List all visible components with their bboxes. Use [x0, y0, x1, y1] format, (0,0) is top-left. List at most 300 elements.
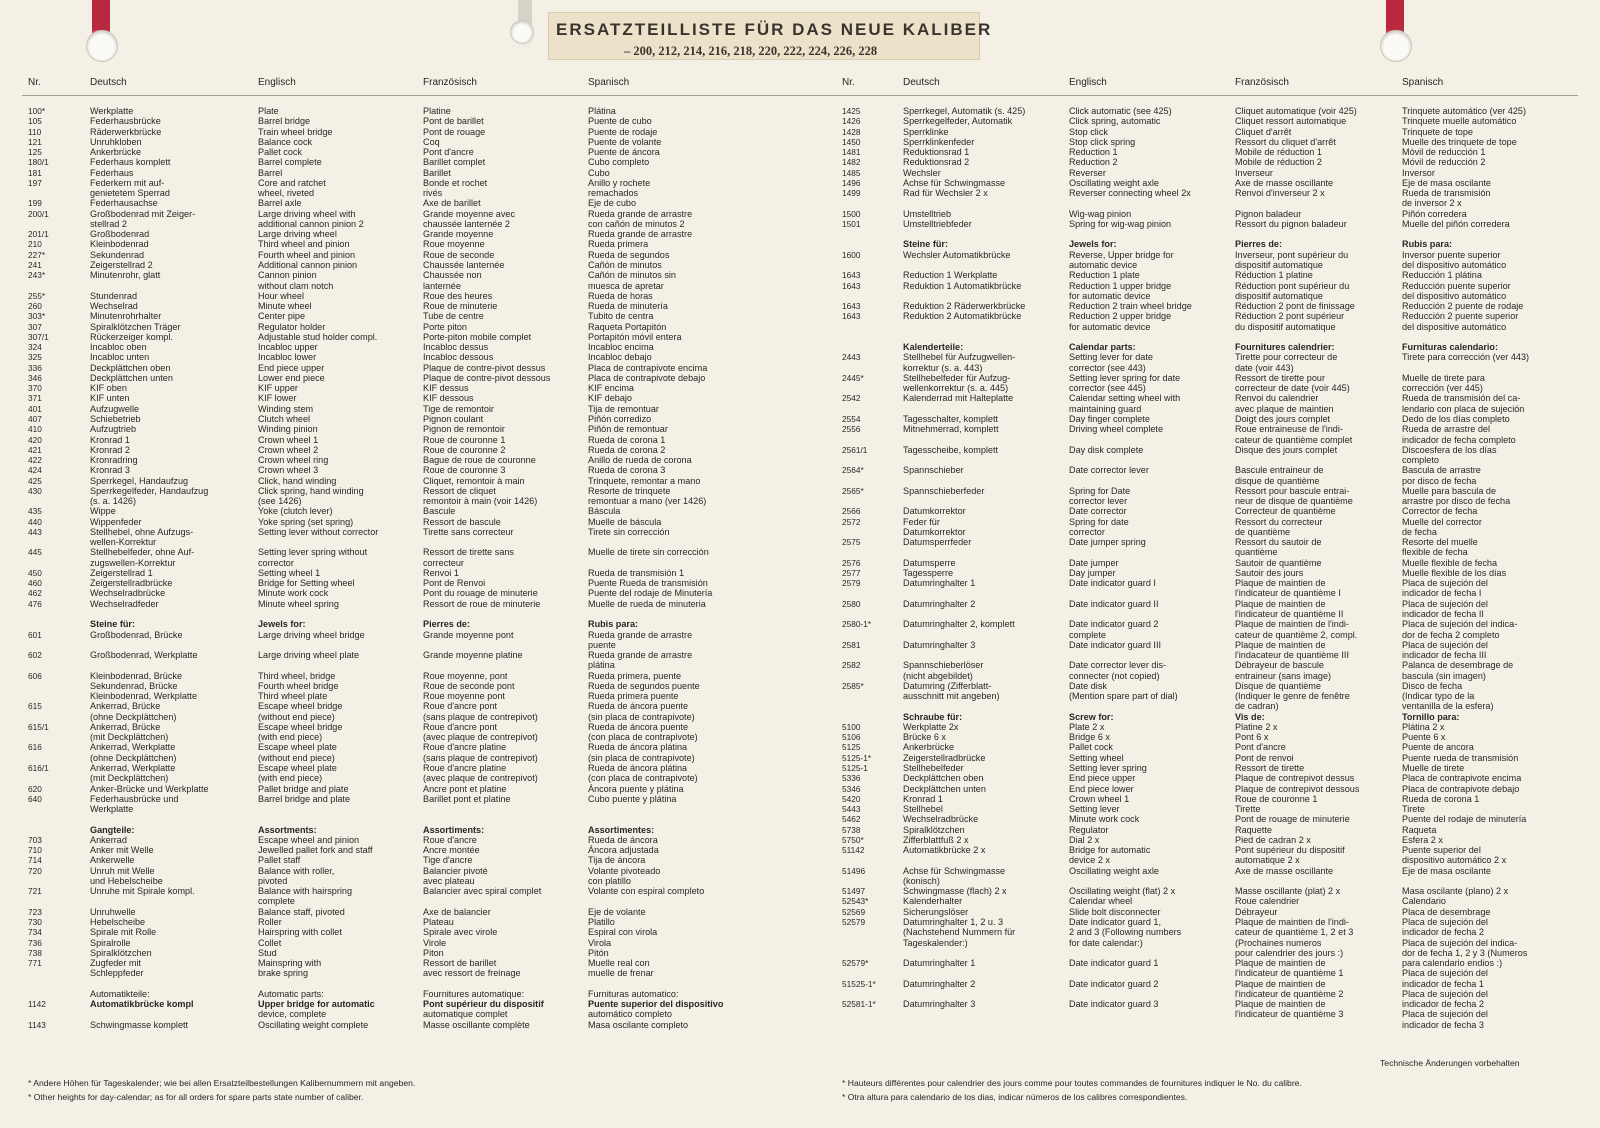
right-en-cell	[1069, 701, 1231, 711]
right-fr-cell: correcteur de date (voir 445)	[1235, 383, 1350, 394]
left-en-cell: pivoted	[258, 875, 288, 886]
left-nr-cell	[28, 753, 86, 763]
left-section-heading: Assortiments:	[423, 824, 485, 835]
right-en-cell: (Mention spare part of dial)	[1069, 691, 1178, 702]
right-section-heading: Tornillo para:	[1402, 711, 1460, 722]
right-de-cell: ausschnitt mit angeben)	[903, 691, 1000, 702]
left-fr-cell	[423, 804, 584, 814]
left-de-cell	[90, 979, 254, 989]
left-nr-cell: 602	[28, 650, 42, 661]
right-es-cell: Trinquete muelle automático	[1402, 116, 1517, 127]
right-de-cell	[903, 1009, 1065, 1019]
right-de-cell: Schwingmasse (flach) 2 x	[903, 886, 1007, 897]
technical-changes-note: Technische Änderungen vorbehalten	[1380, 1058, 1520, 1068]
left-es-cell: con cañón de minutos 2	[588, 218, 685, 229]
left-nr-cell: 616	[28, 742, 42, 753]
left-en-cell: KIF upper	[258, 383, 298, 394]
right-de-cell: Reduktion 2 Automatikbrücke	[903, 311, 1022, 322]
left-es-cell: Rueda de corona 3	[588, 465, 666, 476]
left-en-cell: Center pipe	[258, 311, 306, 322]
left-es-cell: (con placa de contrapivote)	[588, 773, 698, 784]
left-nr-cell	[28, 732, 86, 742]
left-en-cell: Minute work cock	[258, 588, 329, 599]
left-es-cell: Incabloc encima	[588, 342, 654, 353]
left-es-cell: Rueda de áncora plátina	[588, 763, 688, 773]
left-es-cell: Rueda primera puente	[588, 691, 679, 702]
right-en-cell	[1069, 876, 1231, 886]
right-en-cell: corrector lever	[1069, 496, 1128, 507]
right-de-cell: Reduktionsrad 1	[903, 147, 970, 158]
right-fr-cell: quantième	[1235, 547, 1278, 558]
left-nr-cell: 100*	[28, 106, 46, 116]
left-en-cell: Incabloc lower	[258, 352, 317, 363]
right-en-cell: Stop click spring	[1069, 136, 1136, 147]
left-nr-cell: 105	[28, 116, 42, 127]
left-fr-cell: Roue d'ancre platine	[423, 742, 507, 753]
left-en-cell: Barrel axle	[258, 198, 302, 209]
right-de-cell: Ankerbrücke	[903, 742, 955, 753]
left-section-heading: Rubis para:	[588, 619, 639, 630]
left-nr-cell: 616/1	[28, 763, 49, 773]
left-de-cell: Federhaus	[90, 167, 134, 178]
left-en-cell: Crown wheel 2	[258, 444, 319, 455]
right-de-cell: Tageskalender:)	[903, 937, 968, 948]
left-en-cell: Escape wheel bridge	[258, 701, 343, 712]
right-nr-cell: 1485	[842, 167, 861, 178]
right-en-cell: Stop click	[1069, 126, 1108, 137]
right-nr-cell: 1426	[842, 116, 861, 127]
right-en-cell: Minute work cock	[1069, 814, 1140, 825]
left-fr-cell: Tirette sans correcteur	[423, 526, 514, 537]
right-fr-cell: disque de quantième	[1235, 475, 1320, 486]
left-fr-cell: Ressort de roue de minuterie	[423, 598, 541, 609]
right-fr-cell: Renvoi d'inverseur 2 x	[1235, 188, 1325, 199]
left-nr-cell: 730	[28, 916, 42, 927]
left-en-cell: KIF lower	[258, 393, 297, 404]
right-en-cell	[1069, 476, 1231, 486]
header-nr-left: Nr.	[28, 77, 41, 88]
left-de-cell: Kronradring	[90, 455, 138, 466]
right-fr-cell: Ressort pour bascule entrai-	[1235, 485, 1350, 496]
right-nr-cell: 1499	[842, 188, 861, 199]
right-fr-cell: Réduction 2 pont supérieur	[1235, 311, 1345, 322]
right-en-cell: Date corrector	[1069, 506, 1127, 517]
left-nr-cell: 421	[28, 444, 42, 455]
right-nr-cell	[842, 383, 900, 393]
right-fr-cell: Débrayeur	[1235, 906, 1278, 917]
right-es-cell: Placa de sujeción del	[1402, 916, 1488, 927]
right-en-cell: 2 and 3 (Following numbers	[1069, 927, 1182, 938]
left-en-cell: Winding stem	[258, 403, 314, 414]
right-es-cell: Tirete para corrección (ver 443)	[1402, 352, 1530, 363]
right-fr-cell: Mobile de réduction 1	[1235, 147, 1322, 158]
left-nr-cell: 197	[28, 177, 42, 188]
right-en-cell: complete	[1069, 629, 1106, 640]
left-es-cell: Puente de volante	[588, 136, 662, 147]
right-fr-cell: Raquette	[1235, 824, 1272, 835]
right-fr-cell: Plaque de maintien de l'indi-	[1235, 619, 1349, 630]
left-es-cell: Incabloc debajo	[588, 352, 652, 363]
left-es-cell: Puente Rueda de transmisión	[588, 578, 708, 589]
left-nr-cell	[28, 681, 86, 691]
left-en-cell: Minute wheel spring	[258, 598, 339, 609]
left-de-cell: Spiralrolle	[90, 937, 131, 948]
left-de-cell: Spiralklötzchen Träger	[90, 321, 181, 332]
right-fr-cell: Masse oscillante (plat) 2 x	[1235, 886, 1341, 897]
left-section-heading: Assortments:	[258, 824, 317, 835]
right-de-cell: Datumsperre	[903, 557, 956, 568]
left-de-cell: Aufzugtrieb	[90, 424, 137, 435]
right-nr-cell: 1643	[842, 311, 861, 322]
left-fr-cell: Bonde et rochet	[423, 177, 488, 188]
left-de-cell: Incabloc oben	[90, 342, 147, 353]
left-de-cell: Schleppfeder	[90, 968, 144, 979]
left-es-cell: Tija de remontuar	[588, 403, 659, 414]
right-section-heading: Screw for:	[1069, 711, 1114, 722]
left-de-cell: Hebelscheibe	[90, 916, 146, 927]
left-es-cell: puente	[588, 639, 616, 650]
right-de-cell: Zifferblattfuß 2 x	[903, 834, 969, 845]
right-es-cell: Placa de contrapivote debajo	[1402, 783, 1520, 794]
right-fr-cell: Roue calendrier	[1235, 896, 1300, 907]
right-es-cell: indicador de fecha I	[1402, 588, 1482, 599]
right-en-cell: End piece lower	[1069, 783, 1134, 794]
right-nr-cell	[842, 671, 900, 681]
left-fr-cell: Chaussée non	[423, 270, 482, 281]
right-es-cell: Inversor	[1402, 167, 1435, 178]
right-fr-cell: Ressort du sautoir de	[1235, 537, 1322, 548]
right-de-cell: Zeigerstellradbrücke	[903, 752, 986, 763]
right-en-cell: Crown wheel 1	[1069, 793, 1130, 804]
right-es-cell: indicador de fecha 2	[1402, 927, 1484, 938]
right-section-heading: Calendar parts:	[1069, 342, 1136, 353]
left-de-cell: Wippe	[90, 506, 116, 517]
left-section-heading: Steine für:	[90, 619, 135, 630]
right-nr-cell: 5750*	[842, 834, 864, 845]
right-nr-cell: 1428	[842, 126, 861, 137]
right-nr-cell: 52579	[842, 916, 866, 927]
right-nr-cell	[842, 1009, 900, 1019]
left-fr-cell: Grande moyenne platine	[423, 650, 523, 661]
left-nr-cell: 324	[28, 342, 42, 353]
left-de-cell: Zugfeder mit	[90, 958, 142, 969]
left-es-cell: Puente de cubo	[588, 116, 652, 127]
right-de-cell	[903, 332, 1065, 342]
left-en-cell: Escape wheel plate	[258, 742, 337, 753]
left-fr-cell: Porte piton	[423, 321, 467, 332]
right-en-cell: Spring for Date	[1069, 485, 1131, 496]
left-nr-cell	[28, 876, 86, 886]
right-es-cell: Muelle flexible de fecha	[1402, 557, 1498, 568]
left-nr-cell: 303*	[28, 311, 46, 322]
left-de-cell: Deckplättchen unten	[90, 372, 173, 383]
right-es-cell: Tirete	[1402, 804, 1425, 815]
left-fr-cell: Barillet complet	[423, 157, 486, 168]
right-de-cell	[903, 455, 1065, 465]
right-nr-cell: 1500	[842, 208, 861, 219]
right-en-cell: Setting lever spring	[1069, 763, 1147, 773]
left-es-cell: Muelle de báscula	[588, 516, 662, 527]
right-fr-cell: Plaque de maintien de	[1235, 578, 1326, 589]
left-es-cell: Platillo	[588, 916, 615, 927]
right-es-cell: del dispositive automático	[1402, 321, 1507, 332]
right-fr-cell: l'indicateur de quantième II	[1235, 609, 1344, 620]
right-de-cell: Stellhebel für Aufzugwellen-	[903, 352, 1016, 363]
left-fr-cell: Balancier avec spiral complet	[423, 886, 542, 897]
left-en-cell: Escape wheel bridge	[258, 721, 343, 732]
right-de-cell	[903, 435, 1065, 445]
right-de-cell: Feder für	[903, 516, 940, 527]
left-nr-cell	[28, 712, 86, 722]
right-es-cell: Placa de sujeción del indica-	[1402, 619, 1518, 630]
left-de-cell: (ohne Deckplättchen)	[90, 752, 177, 763]
left-de-cell: Schiebetrieb	[90, 413, 141, 424]
left-en-cell: corrector	[258, 557, 294, 568]
right-nr-cell	[842, 948, 900, 958]
left-fr-cell: Barillet pont et platine	[423, 793, 511, 804]
right-en-cell: Oscillating weight axle	[1069, 865, 1159, 876]
left-es-cell: con platillo	[588, 875, 631, 886]
left-nr-cell: 435	[28, 506, 42, 517]
left-es-cell: KIF debajo	[588, 393, 632, 404]
right-fr-cell: Ressort du correcteur	[1235, 516, 1323, 527]
header-nr-right: Nr.	[842, 77, 855, 88]
left-de-cell: (mit Deckplättchen)	[90, 773, 169, 784]
left-fr-cell: Roue de couronne 3	[423, 465, 506, 476]
right-en-cell	[1069, 948, 1231, 958]
left-fr-cell: Grande moyenne pont	[423, 629, 514, 640]
left-de-cell: Kleinbodenrad, Brücke	[90, 670, 183, 681]
left-en-cell: End piece upper	[258, 362, 325, 373]
right-de-cell: Kalenderrad mit Haltеplatte	[903, 393, 1014, 404]
right-spanisch-column	[1402, 106, 1578, 1030]
right-section-heading: Furnituras calendario:	[1402, 342, 1499, 353]
left-nr-cell: 615	[28, 701, 42, 712]
right-nr-cell: 2582	[842, 660, 861, 671]
right-en-cell: connecter (not copied)	[1069, 670, 1160, 681]
left-en-cell: Minute wheel	[258, 301, 312, 312]
right-nr-cell: 5100	[842, 721, 861, 732]
punch-hole-right	[1380, 30, 1412, 62]
left-de-cell: Ankerbrücke	[90, 147, 142, 158]
left-fr-cell: (sans plaque de contrepivot)	[423, 752, 538, 763]
left-section-heading: Assortimentes:	[588, 824, 655, 835]
right-fr-cell: Réduction 1 platine	[1235, 270, 1313, 281]
left-fr-cell: Ressort de cliquet	[423, 485, 496, 496]
right-de-cell: Spannschieberlöser	[903, 660, 984, 671]
left-en-cell: (with end piece)	[258, 773, 323, 784]
right-nr-cell	[842, 989, 900, 999]
right-fr-cell: de quantième	[1235, 526, 1291, 537]
left-fr-cell: KIF dessous	[423, 393, 474, 404]
left-en-cell: Third wheel, bridge	[258, 670, 336, 681]
right-es-cell: para calendario endios :)	[1402, 958, 1503, 969]
right-es-cell: Trinquete automático (ver 425)	[1402, 106, 1527, 116]
right-en-cell	[1069, 968, 1231, 978]
right-de-cell	[903, 609, 1065, 619]
left-de-cell: Kronrad 1	[90, 434, 130, 445]
left-fr-cell: Spirale avec virole	[423, 927, 498, 938]
left-section-heading: Automatikbrücke kompl	[90, 999, 194, 1010]
left-nr-cell	[28, 825, 86, 835]
right-de-cell: Reduktion 2 Räderwerkbrücke	[903, 301, 1026, 312]
right-fr-cell: Plaque de contrepivot dessus	[1235, 773, 1355, 784]
right-nr-cell	[842, 198, 900, 208]
left-de-cell: Sperrkegel, Handaufzug	[90, 475, 189, 486]
left-en-cell: Core and ratchet	[258, 177, 326, 188]
left-de-cell: Ankerrad	[90, 834, 127, 845]
right-de-cell: Wechsler	[903, 167, 941, 178]
right-fr-cell: Plaque de maintien de	[1235, 999, 1326, 1010]
left-en-cell: complete	[258, 896, 295, 907]
left-en-cell: wheel, riveted	[258, 188, 315, 199]
right-es-cell: Calendario	[1402, 896, 1446, 907]
right-fr-cell: cateur de quantième 2, compl.	[1235, 629, 1358, 640]
left-nr-cell	[28, 219, 86, 229]
right-en-cell: Date indicator guard III	[1069, 639, 1161, 650]
left-es-cell: Muelle real con	[588, 958, 650, 969]
right-es-cell: indicador de fecha 3	[1402, 1019, 1484, 1030]
left-nr-cell: 1143	[28, 1019, 46, 1030]
right-de-cell: Stellhebelfeder für Aufzug-	[903, 372, 1011, 383]
left-nr-cell: 445	[28, 547, 42, 558]
left-nr-cell: 422	[28, 455, 42, 466]
left-en-cell: Bridge for Setting wheel	[258, 578, 355, 589]
right-en-cell: device 2 x	[1069, 855, 1110, 866]
right-fr-cell: entraineur (sans image)	[1235, 670, 1332, 681]
right-es-cell: Muelle des trinquete de tope	[1402, 136, 1517, 147]
right-en-cell: Setting lever for date	[1069, 352, 1153, 363]
left-es-cell: Rueda de segundos	[588, 249, 670, 260]
left-en-cell: Large driving wheel plate	[258, 650, 360, 661]
left-es-cell: Masa oscilante completo	[588, 1019, 689, 1030]
right-es-cell: Inversor puente superior	[1402, 249, 1501, 260]
left-es-cell	[588, 558, 828, 568]
left-de-cell: Kleinbodenrad, Werkplatte	[90, 691, 198, 702]
right-de-cell	[903, 948, 1065, 958]
right-nr-cell: 52581-1*	[842, 999, 876, 1010]
right-nr-cell: 2554	[842, 413, 861, 424]
left-en-cell: Hour wheel	[258, 290, 304, 301]
right-fr-cell: Ressort de tirette	[1235, 763, 1305, 773]
left-de-cell: Kronrad 3	[90, 465, 130, 476]
left-en-cell: Large driving wheel with	[258, 208, 356, 219]
right-en-cell: Date jumper spring	[1069, 537, 1146, 548]
left-de-cell: Räderwerkbrücke	[90, 126, 162, 137]
right-es-cell: Placa de contrapivote encima	[1402, 773, 1522, 784]
left-fr-cell: Ressort de tirette sans	[423, 547, 514, 558]
right-en-cell	[1069, 332, 1231, 342]
right-nr-cell: 1501	[842, 218, 861, 229]
right-fr-cell: Pont supérieur du dispositif	[1235, 845, 1345, 856]
header-spanisch-left: Spanisch	[588, 77, 630, 88]
left-de-cell: stellrad 2	[90, 218, 127, 229]
right-nr-cell	[842, 496, 900, 506]
right-nr-cell	[842, 968, 900, 978]
left-en-cell: Yoke spring (set spring)	[258, 516, 354, 527]
right-en-cell: Reduction 2 upper bridge	[1069, 311, 1172, 322]
left-es-cell	[588, 804, 828, 814]
left-es-cell: Rueda de minutería	[588, 301, 668, 312]
right-es-cell: de fecha	[1402, 526, 1437, 537]
footnote-german: * Andere Höhen für Tageskalender; wie bei allen Ersatzteilbestellungen Kalibernummern mit angeben.	[28, 1078, 416, 1088]
left-es-cell: Placa de contrapivote encima	[588, 362, 708, 373]
right-en-cell: Date indicator guard II	[1069, 598, 1159, 609]
left-nr-cell: 199	[28, 198, 42, 209]
right-fr-cell: Ressort du cliquet d'arrêt	[1235, 136, 1336, 147]
right-en-cell: Reverser connecting wheel 2x	[1069, 188, 1191, 199]
left-es-cell: Cubo	[588, 167, 610, 178]
header-englisch-left: Englisch	[258, 77, 296, 88]
left-nr-cell: 241	[28, 259, 42, 270]
right-de-cell: Tagesschalter, komplett	[903, 413, 999, 424]
right-fr-cell: de cadran)	[1235, 701, 1279, 712]
right-es-cell	[1402, 363, 1578, 373]
right-de-cell: Stellhebel	[903, 804, 943, 815]
right-es-cell	[1402, 876, 1578, 886]
right-fr-cell: Plaque de maintien de	[1235, 958, 1326, 969]
right-es-cell: Reducción puente superior	[1402, 280, 1511, 291]
right-en-cell: Date indicator guard 2	[1069, 978, 1159, 989]
left-fr-cell: Roue d'ancre platine	[423, 763, 507, 773]
right-es-cell: Muelle del corrector	[1402, 516, 1482, 527]
left-nr-cell	[28, 968, 86, 978]
left-de-cell: genietetem Sperrad	[90, 188, 170, 199]
right-en-cell: Bridge for automatic	[1069, 845, 1151, 856]
left-nr-cell: 476	[28, 598, 42, 609]
right-fr-cell: Roue entraineuse de l'indi-	[1235, 424, 1343, 435]
right-nr-cell: 2566	[842, 506, 861, 517]
left-en-cell: Hairspring with collet	[258, 927, 342, 938]
left-de-cell: Anker-Brücke und Werkplatte	[90, 783, 209, 794]
left-en-cell	[258, 609, 419, 619]
left-nr-cell: 110	[28, 126, 42, 137]
right-es-cell: Trinquete de tope	[1402, 126, 1473, 137]
right-es-cell	[1402, 229, 1578, 239]
right-en-cell: Oscillating weight axle	[1069, 177, 1159, 188]
right-es-cell: ventanilla de la esfera)	[1402, 701, 1494, 712]
right-de-cell	[903, 291, 1065, 301]
right-es-cell: Discoesfera de los días	[1402, 444, 1497, 455]
left-nr-cell: 243*	[28, 270, 46, 281]
left-en-cell: Pallet bridge and plate	[258, 783, 349, 794]
left-en-cell: Additional cannon pinion	[258, 259, 358, 270]
left-de-cell	[90, 896, 254, 906]
right-es-cell: Placa de sujeción del	[1402, 639, 1488, 650]
right-en-cell: Setting wheel	[1069, 752, 1124, 763]
right-en-cell: Setting lever	[1069, 804, 1120, 815]
left-de-cell: Kleinbodenrad	[90, 239, 149, 250]
left-es-cell: Trinquete, remontar a mano	[588, 475, 701, 486]
right-nr-cell: 5125	[842, 742, 861, 753]
right-de-cell: Datumringhalter 2, komplett	[903, 619, 1015, 630]
right-nr-cell	[842, 527, 900, 537]
right-es-cell: de inversor 2 x	[1402, 198, 1462, 209]
right-fr-cell: l'indacateur de quantième III	[1235, 650, 1349, 661]
left-de-cell: zugswellen-Korrektur	[90, 557, 176, 568]
left-es-cell: Muelle de tirete sin corrección	[588, 547, 709, 558]
right-nr-cell: 2580-1*	[842, 619, 872, 630]
left-nr-cell	[28, 188, 86, 198]
left-en-cell: (without end piece)	[258, 752, 335, 763]
right-de-cell	[903, 496, 1065, 506]
left-nr-cell: 714	[28, 855, 42, 866]
right-nr-cell: 1600	[842, 249, 861, 260]
left-nr-cell: 620	[28, 783, 42, 794]
right-es-cell: Puente del rodaje de minutería	[1402, 814, 1527, 825]
left-en-cell: Plate	[258, 106, 279, 116]
right-nr-cell: 5462	[842, 814, 861, 825]
